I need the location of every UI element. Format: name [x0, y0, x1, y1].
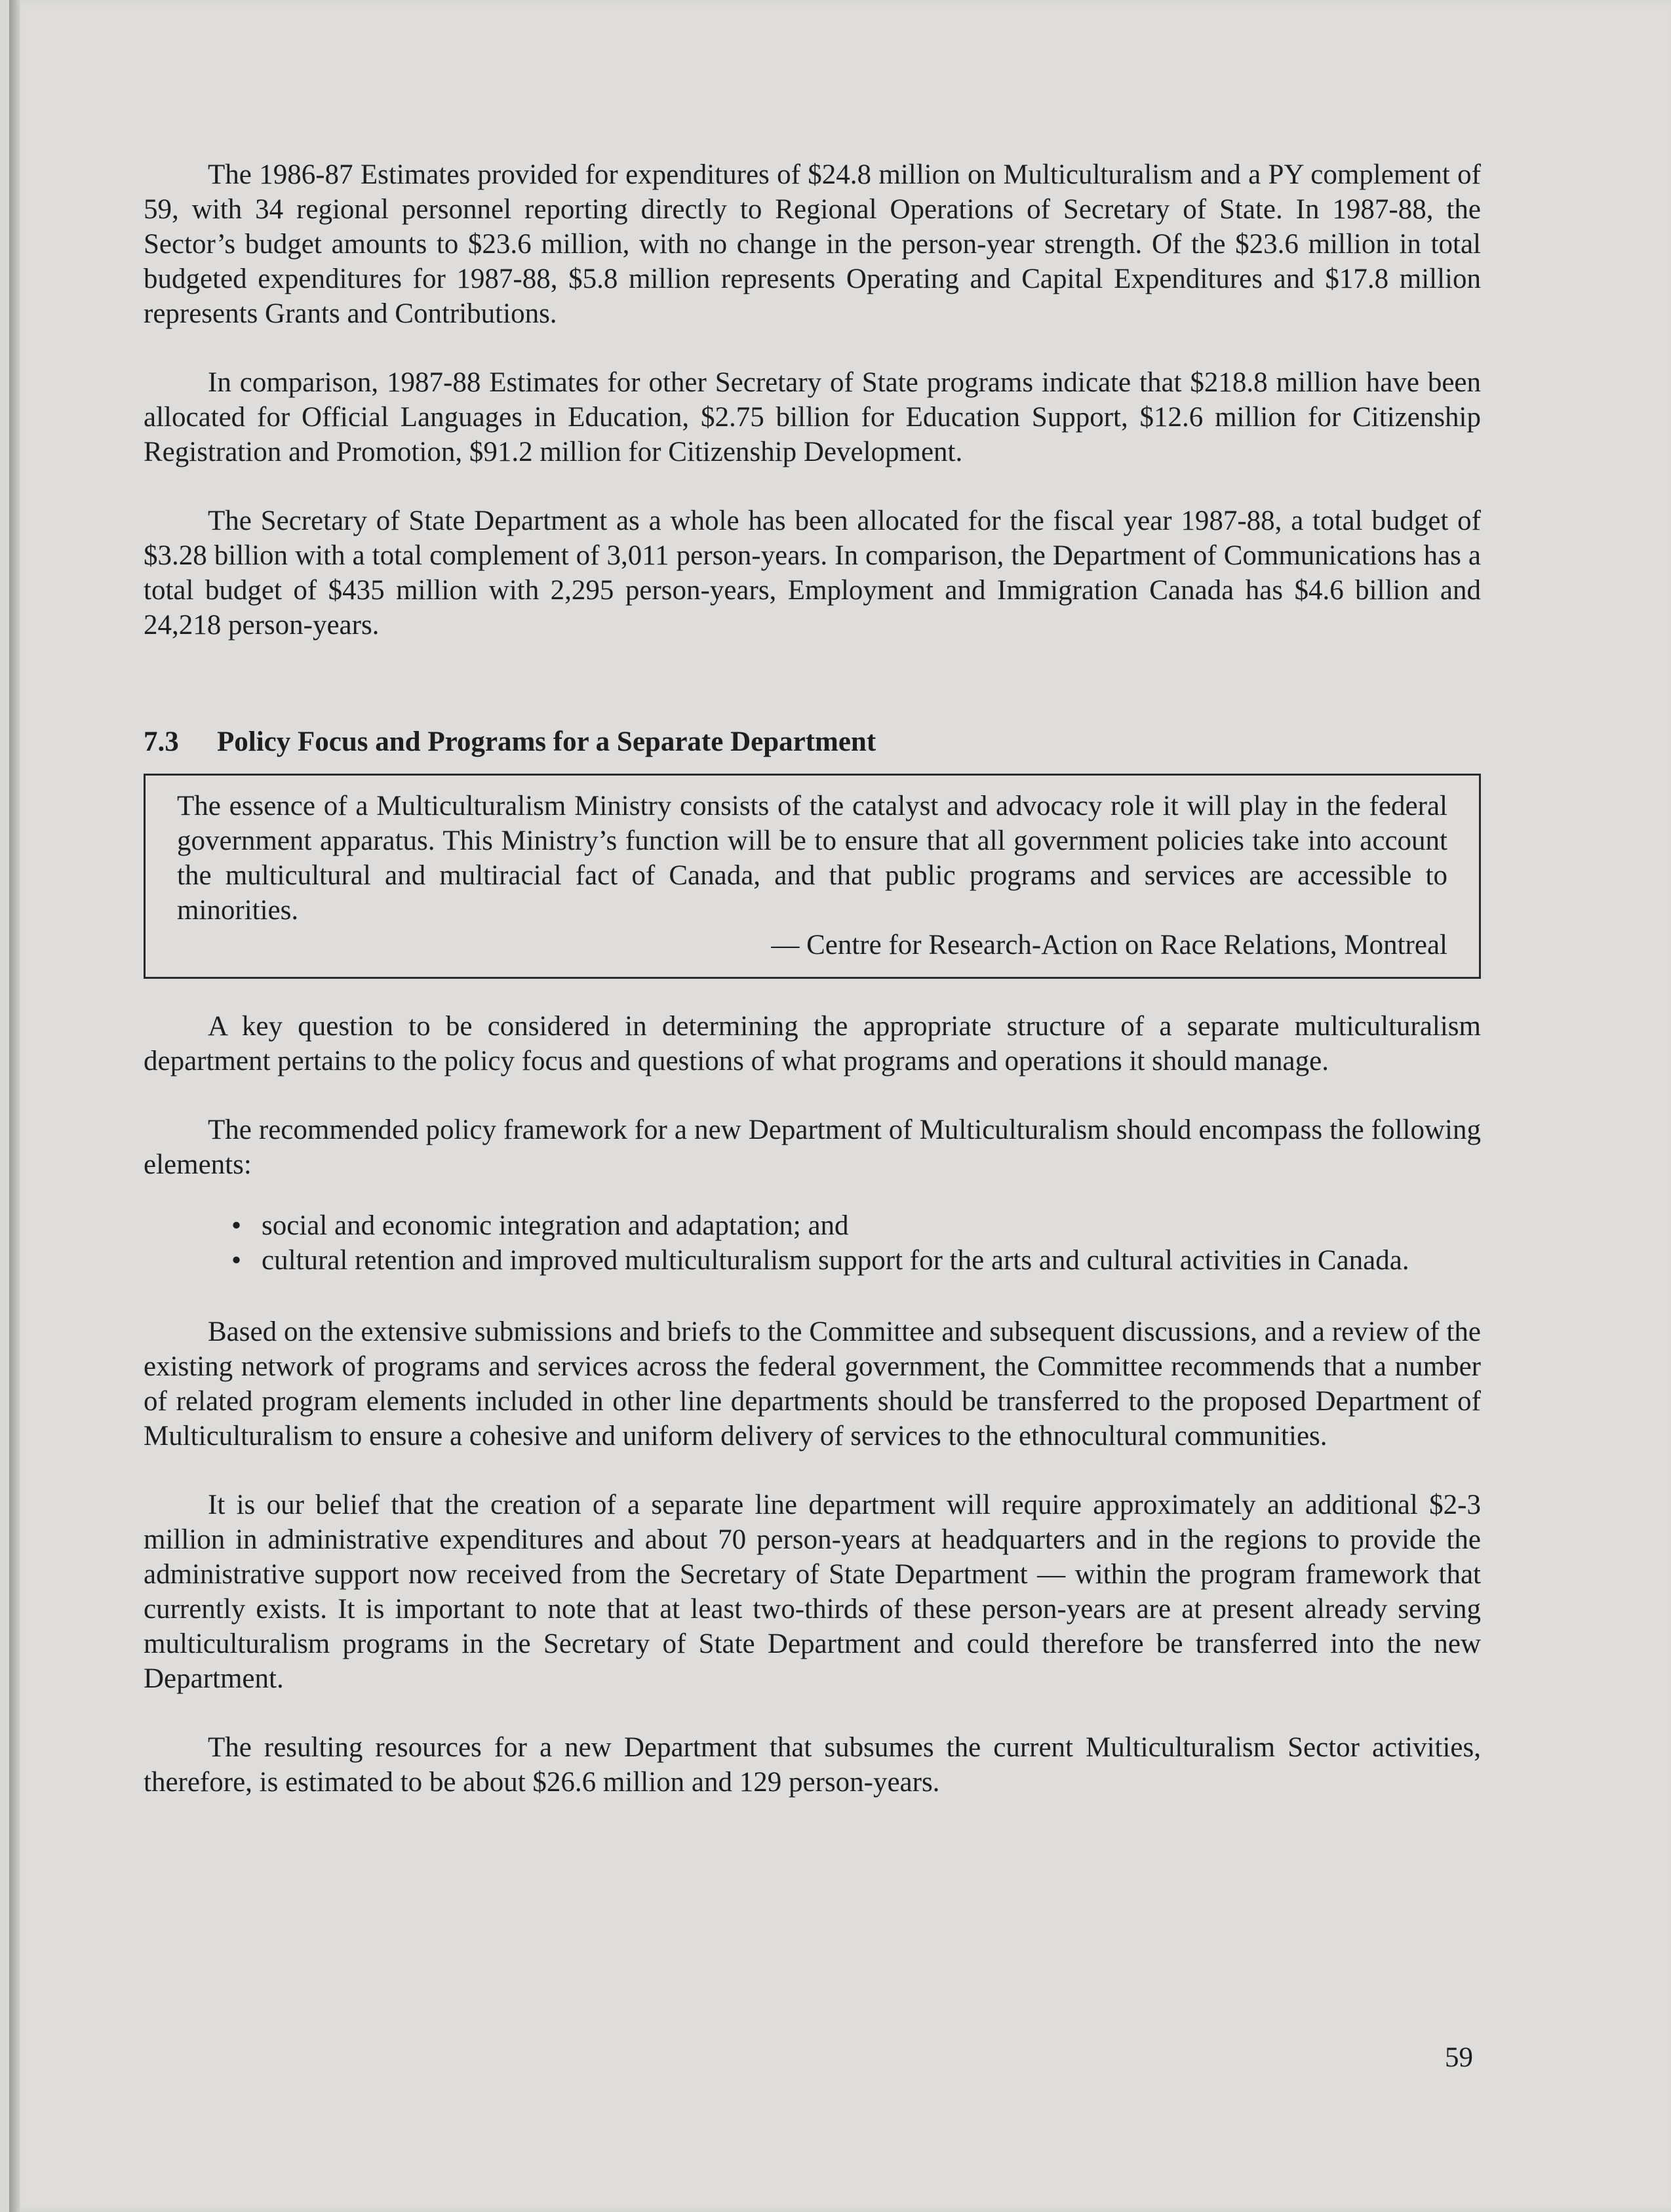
- list-item: • social and economic integration and adaptation; and: [262, 1208, 1481, 1243]
- paragraph-belief: It is our belief that the creation of a separate line department will require approximately an additional $2-3 million in administrative expenditures and about 70 person-years at headquarters and in the regions to provide the administrative support now received from the Secretary of State Department — within the program framework that currently exists. It is important to note that at least two-thirds of these person-years are at present already serving multiculturalism programs in the Secretary of State Department and could therefore be transferred into the new Department.: [144, 1490, 1481, 1694]
- paragraph-policy-framework: The recommended policy framework for a new Department of Multiculturalism should encompass the following elements:: [144, 1115, 1481, 1180]
- paragraph-resources: The resulting resources for a new Department that subsumes the current Multiculturalism Sector activities, therefore, is estimated to be about $26.6 million and 129 person-years.: [144, 1732, 1481, 1798]
- section-title: Policy Focus and Programs for a Separate Department: [217, 726, 876, 757]
- quote-box: [144, 774, 1481, 979]
- paragraph-estimates: The 1986-87 Estimates provided for expenditures of $24.8 million on Multiculturalism and a PY complement of 59, with 34 regional personnel reporting directly to Regional Operations of Secretary of State. In 1987-88, the Sector’s budget amounts to $23.6 million, with no change in the person-year strength. Of the $23.6 million in total budgeted expenditures for 1987-88, $5.8 million represents Operating and Capital Expenditures and $17.8 million represents Grants and Contributions.: [144, 159, 1481, 329]
- policy-elements-list: [144, 1208, 1481, 1278]
- paragraph-recommendation: Based on the extensive submissions and briefs to the Committee and subsequent discussions, and a review of the existing network of programs and services across the federal government, the Committee recommends that a number of related program elements included in other line departments should be transferred to the proposed Department of Multiculturalism to ensure a cohesive and uniform delivery of services to the ethnocultural communities.: [144, 1316, 1481, 1452]
- section-number: 7.3: [144, 726, 179, 757]
- paragraph-department-budget: The Secretary of State Department as a whole has been allocated for the fiscal year 1987-88, a total budget of $3.28 billion with a total complement of 3,011 person-years. In comparison, the Department of Communications has a total budget of $435 million with 2,295 person-years, Employment and Immigration Canada has $4.6 billion and 24,218 person-years.: [144, 505, 1481, 641]
- quote-text: The essence of a Multiculturalism Ministry consists of the catalyst and advocacy role it will play in the federal government apparatus. This Ministry’s function will be to ensure that all government policies take into account the multicultural and multiracial fact of Canada, and that public programs and services are accessible to minorities.: [177, 791, 1447, 926]
- document-page: [9, 0, 1671, 2212]
- page-binding-edge: [9, 0, 20, 2212]
- page-content: [144, 157, 1481, 1834]
- section-heading: [144, 724, 1481, 759]
- paragraph-key-question: A key question to be considered in determining the appropriate structure of a separate multiculturalism department pertains to the policy focus and questions of what programs and operations it should manage.: [144, 1011, 1481, 1076]
- quote-source: — Centre for Research-Action on Race Relations, Montreal: [771, 930, 1447, 960]
- list-item: • cultural retention and improved multiculturalism support for the arts and cultural activities in Canada.: [262, 1243, 1481, 1278]
- paragraph-comparison: In comparison, 1987-88 Estimates for other Secretary of State programs indicate that $218.8 million have been allocated for Official Languages in Education, $2.75 billion for Education Support, $12.6 million for Citizenship Registration and Promotion, $91.2 million for Citizenship Development.: [144, 367, 1481, 467]
- page-number: 59: [1445, 2042, 1473, 2073]
